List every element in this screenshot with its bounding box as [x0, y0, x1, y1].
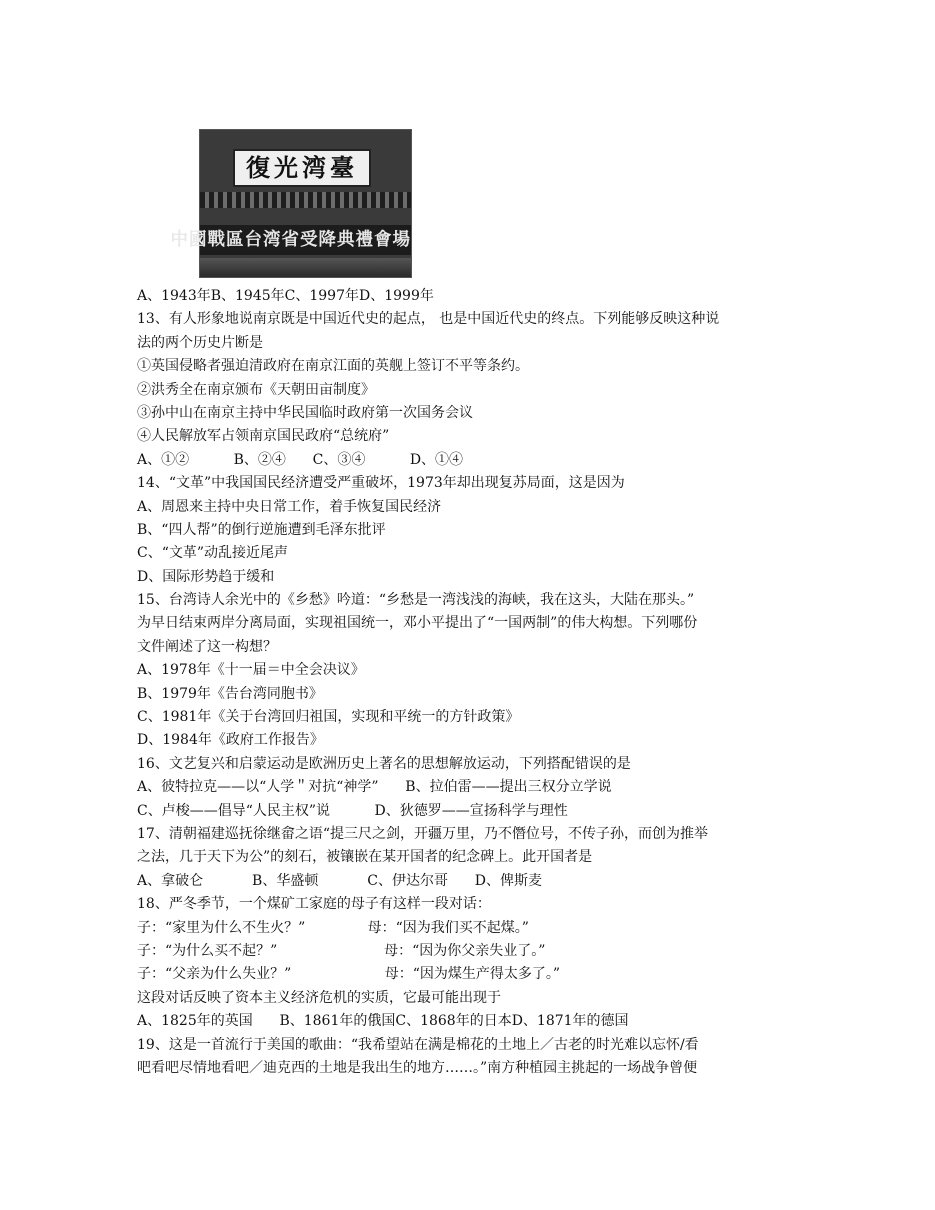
text-line: 子：“父亲为什么失业？” 母：“因为煤生产得太多了。” [137, 966, 561, 983]
text-line: A、彼特拉克——以“人学＂对抗“神学” B、拉伯雷——提出三权分立学说 [137, 779, 612, 796]
text-line: 为早日结束两岸分离局面，实现祖国统一，邓小平提出了“一国两制”的伟大构想。下列哪份 [137, 615, 698, 632]
text-line: C、“文革”动乱接近尾声 [137, 545, 289, 562]
text-line: 子：“家里为什么不生火？” 母：“因为我们买不起煤。” [137, 919, 529, 936]
text-line: A、①② B、②④ C、③④ D、①④ [137, 451, 464, 468]
text-line: ④人民解放军占领南京国民政府“总统府” [137, 428, 390, 445]
text-line: C、卢梭——倡导“人民主权”说 D、狄德罗——宣扬科学与理性 [137, 802, 568, 819]
text-line: A、拿破仑 B、华盛顿 C、伊达尔哥 D、俾斯麦 [137, 872, 542, 889]
photo-sign: 復光湾臺 [233, 149, 371, 187]
text-line: A、周恩来主持中央日常工作，着手恢复国民经济 [137, 498, 442, 515]
text-line: 法的两个历史片断是 [137, 334, 263, 351]
photo-bottom [200, 258, 411, 277]
question-text [137, 285, 817, 1080]
text-line: ②洪秀全在南京颁布《天朝田亩制度》 [137, 381, 375, 398]
text-line: D、1984年《政府工作报告》 [137, 732, 324, 749]
text-line: 子：“为什么买不起？” 母：“因为你父亲失业了。” [137, 942, 546, 959]
text-line: D、国际形势趋于缓和 [137, 568, 275, 585]
text-line: 19、这是一首流行于美国的歌曲：“我希望站在满是棉花的土地上／古老的时光难以忘怀/看 [137, 1036, 699, 1053]
text-line: 文件阐述了这一构想？ [137, 638, 277, 655]
photo-taiwan-surrender-ceremony [170, 129, 412, 278]
text-line: 15、台湾诗人余光中的《乡愁》吟道：“乡愁是一湾浅浅的海峡，我在这头，大陆在那头。” [137, 592, 695, 609]
text-line: C、1981年《关于台湾回归祖国，实现和平统一的方针政策》 [137, 709, 520, 726]
text-line: A、1978年《十一届＝中全会决议》 [137, 662, 365, 679]
text-line: 13、有人形象地说南京既是中国近代史的起点， 也是中国近代史的终点。下列能够反映这种说 [137, 311, 720, 328]
text-line: 16、文艺复兴和启蒙运动是欧洲历史上著名的思想解放运动，下列搭配错误的是 [137, 755, 631, 772]
photo-eaves [200, 192, 411, 208]
text-line: 之法，几于天下为公”的刻石，被镶嵌在某开国者的纪念碑上。此开国者是 [137, 849, 593, 866]
text-line: 18、严冬季节，一个煤矿工家庭的母子有这样一段对话： [137, 896, 491, 913]
text-line: ①英国侵略者强迫清政府在南京江面的英舰上签订不平等条约。 [137, 358, 529, 375]
text-line: 17、清朝福建巡抚徐继畲之语“提三尺之剑，开疆万里，乃不僭位号，不传子孙，而创为推举 [137, 825, 708, 842]
text-line: A、1825年的英国 B、1861年的俄国C、1868年的日本D、1871年的德国 [137, 1013, 629, 1030]
photo-banner: 中國戰區台湾省受降典禮會場 [200, 225, 411, 255]
text-line: 14、“文革”中我国国民经济遭受严重破坏，1973年却出现复苏局面，这是因为 [137, 475, 625, 492]
text-line: A、1943年B、1945年C、1997年D、1999年 [137, 288, 434, 304]
text-line: 吧看吧尽情地看吧／迪克西的土地是我出生的地方……。”南方种植园主挑起的一场战争曾便 [137, 1059, 698, 1076]
text-line: B、1979年《告台湾同胞书》 [137, 685, 323, 702]
text-line: ③孙中山在南京主持中华民国临时政府第一次国务会议 [137, 404, 473, 421]
text-line: B、“四人帮”的倒行逆施遭到毛泽东批评 [137, 521, 386, 538]
text-line: 这段对话反映了资本主义经济危机的实质，它最可能出现于 [137, 989, 501, 1006]
